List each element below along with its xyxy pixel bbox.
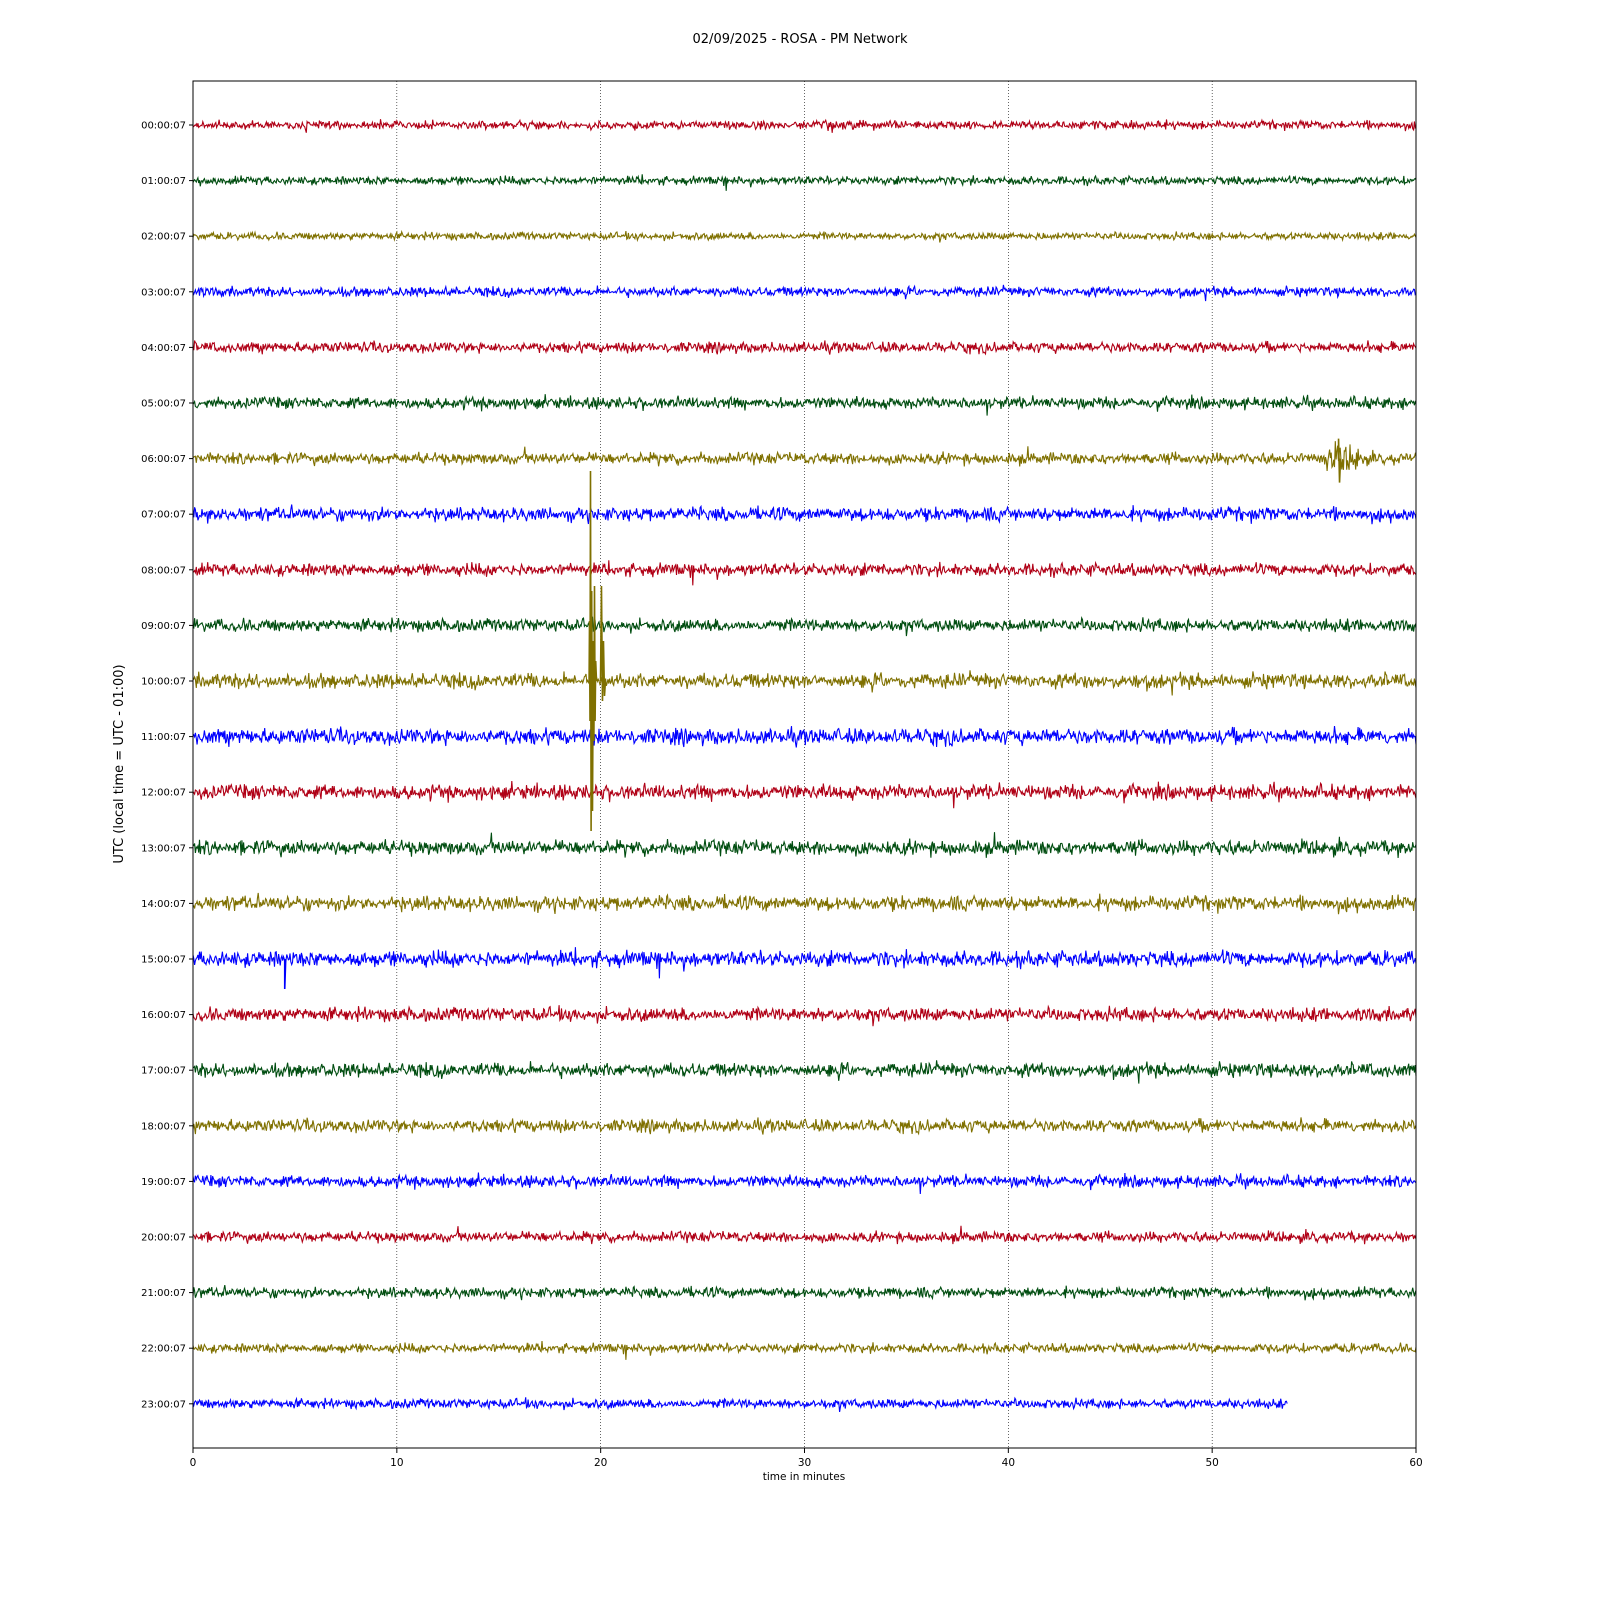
row-time-label: 02:00:07 [141,231,186,243]
row-time-label: 05:00:07 [141,398,186,410]
event-spike [285,959,286,989]
x-tick-label: 30 [797,1457,812,1469]
row-time-label: 12:00:07 [141,787,186,799]
row-time-label: 11:00:07 [141,732,186,744]
row-time-label: 10:00:07 [141,676,186,688]
row-time-label: 15:00:07 [141,954,186,966]
row-time-label: 09:00:07 [141,620,186,632]
row-time-label: 19:00:07 [141,1176,186,1188]
row-time-label: 08:00:07 [141,565,186,577]
x-axis-label: time in minutes [762,1471,846,1483]
x-tick-label: 0 [189,1457,197,1469]
row-time-label: 03:00:07 [141,287,186,299]
x-tick-label: 20 [593,1457,608,1469]
x-tick-label: 40 [1001,1457,1016,1469]
row-time-label: 13:00:07 [141,843,186,855]
row-time-label: 21:00:07 [141,1288,186,1300]
x-tick-label: 10 [390,1457,404,1469]
row-time-label: 22:00:07 [141,1343,186,1355]
row-time-label: 04:00:07 [141,342,186,354]
row-time-label: 23:00:07 [141,1399,186,1411]
row-time-label: 07:00:07 [141,509,186,521]
row-time-label: 16:00:07 [141,1010,186,1022]
row-time-label: 06:00:07 [141,454,186,466]
row-time-label: 14:00:07 [141,898,186,910]
row-time-label: 20:00:07 [141,1232,186,1244]
row-time-label: 01:00:07 [141,176,186,188]
row-time-label: 17:00:07 [141,1065,186,1077]
row-time-label: 00:00:07 [141,120,186,132]
row-time-label: 18:00:07 [141,1121,186,1133]
x-tick-label: 50 [1205,1457,1219,1469]
chart-title: 02/09/2025 - ROSA - PM Network [692,32,908,47]
y-axis-label: UTC (local time = UTC - 01:00) [112,664,127,864]
x-tick-label: 60 [1409,1457,1423,1469]
